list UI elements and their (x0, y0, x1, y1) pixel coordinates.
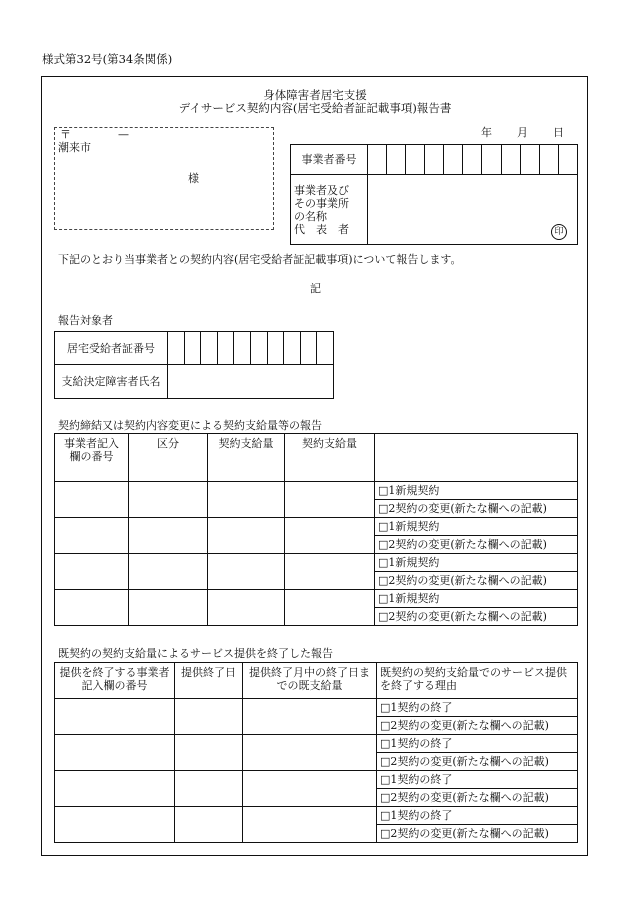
cert-number-cell[interactable] (234, 332, 251, 365)
honorific: 様 (188, 172, 199, 185)
s2-col-supplied (243, 663, 377, 699)
s1-col-amount-a: 契約支給量 (208, 434, 285, 482)
provider-number-cell[interactable] (387, 145, 406, 175)
s1-col-option (375, 434, 578, 482)
s1-option-change[interactable]: □2契約の変更(新たな欄への記載) (375, 572, 578, 590)
postal-dash: — (118, 128, 129, 141)
section2-heading: 既契約の契約支給量によるサービス提供を終了した報告 (58, 647, 333, 660)
provider-number-cell[interactable] (520, 145, 539, 175)
city-name: 潮来市 (58, 141, 91, 154)
s1-cell[interactable] (285, 482, 375, 518)
s2-option-change[interactable]: □2契約の変更(新たな欄への記載) (377, 789, 578, 807)
s2-option-change[interactable]: □2契約の変更(新たな欄への記載) (377, 717, 578, 735)
provider-number-cell[interactable] (368, 145, 387, 175)
s2-col-number (55, 663, 175, 699)
section1-heading: 契約締結又は契約内容変更による契約支給量等の報告 (58, 419, 322, 432)
provider-name-label (291, 175, 368, 245)
s1-cell[interactable] (129, 590, 208, 626)
s1-cell[interactable] (208, 482, 285, 518)
provider-name-cell[interactable] (368, 175, 578, 245)
person-name-cell[interactable] (168, 365, 334, 399)
s1-cell[interactable] (208, 518, 285, 554)
s2-col-end-date: 提供終了日 (175, 663, 243, 699)
s1-col-number (55, 434, 129, 482)
s2-option-change[interactable]: □2契約の変更(新たな欄への記載) (377, 825, 578, 843)
provider-table (290, 144, 578, 245)
note-center: 記 (310, 282, 321, 295)
cert-number-cell[interactable] (317, 332, 334, 365)
cert-number-cell[interactable] (250, 332, 267, 365)
provider-name-label-line: の名称 (294, 209, 327, 223)
s2-col-supplied-text: 提供終了月中の終了日までの既支給量 (249, 666, 370, 692)
provider-name-label-line: 代 表 者 (294, 222, 349, 236)
s2-cell[interactable] (175, 735, 243, 771)
provider-name-label-line: その事業所 (294, 196, 349, 210)
form-number: 様式第32号(第34条関係) (42, 52, 173, 66)
s2-cell[interactable] (55, 807, 175, 843)
s1-col-category: 区分 (129, 434, 208, 482)
s2-cell[interactable] (55, 771, 175, 807)
section1-table (54, 433, 578, 626)
s2-col-reason (377, 663, 578, 699)
s2-cell[interactable] (175, 771, 243, 807)
s2-option-end[interactable]: □1契約の終了 (377, 735, 578, 753)
s2-cell[interactable] (243, 699, 377, 735)
s1-col-amount-b: 契約支給量 (285, 434, 375, 482)
s1-cell[interactable] (285, 518, 375, 554)
provider-number-cell[interactable] (539, 145, 558, 175)
subject-table (54, 331, 334, 399)
person-name-label: 支給決定障害者氏名 (55, 365, 168, 399)
s2-option-change[interactable]: □2契約の変更(新たな欄への記載) (377, 753, 578, 771)
date-year-label: 年 (481, 126, 492, 139)
s2-col-reason-text: 既契約の契約支給量でのサービス提供を終了する理由 (380, 666, 567, 692)
s1-option-new[interactable]: □1新規契約 (375, 590, 578, 608)
form-title-line2: デイサービス契約内容(居宅受給者証記載事項)報告書 (178, 101, 452, 115)
date-day-label: 日 (553, 126, 564, 139)
s1-cell[interactable] (208, 554, 285, 590)
s1-option-change[interactable]: □2契約の変更(新たな欄への記載) (375, 608, 578, 626)
s1-cell[interactable] (285, 590, 375, 626)
provider-number-cell[interactable] (558, 145, 577, 175)
cert-number-cell[interactable] (267, 332, 284, 365)
s2-cell[interactable] (55, 735, 175, 771)
s2-cell[interactable] (243, 807, 377, 843)
provider-number-label: 事業者番号 (291, 145, 368, 175)
s1-cell[interactable] (285, 554, 375, 590)
s2-cell[interactable] (243, 735, 377, 771)
s1-cell[interactable] (129, 554, 208, 590)
postal-mark: 〒 (60, 128, 71, 141)
s2-option-end[interactable]: □1契約の終了 (377, 699, 578, 717)
s1-cell[interactable] (129, 518, 208, 554)
s1-col-number-text: 事業者記入欄の番号 (64, 437, 119, 463)
provider-number-cell[interactable] (406, 145, 425, 175)
section2-table (54, 662, 578, 843)
s1-option-new[interactable]: □1新規契約 (375, 482, 578, 500)
s1-cell[interactable] (55, 482, 129, 518)
s1-option-new[interactable]: □1新規契約 (375, 518, 578, 536)
provider-number-cell[interactable] (425, 145, 444, 175)
cert-number-cell[interactable] (201, 332, 218, 365)
date-month-label: 月 (517, 126, 528, 139)
s2-cell[interactable] (55, 699, 175, 735)
s2-cell[interactable] (175, 807, 243, 843)
s2-cell[interactable] (243, 771, 377, 807)
form-title-line1: 身体障害者居宅支援 (263, 88, 367, 102)
provider-number-cell[interactable] (501, 145, 520, 175)
s2-option-end[interactable]: □1契約の終了 (377, 807, 578, 825)
cert-number-cell[interactable] (184, 332, 201, 365)
subject-heading: 報告対象者 (58, 314, 113, 327)
s1-option-change[interactable]: □2契約の変更(新たな欄への記載) (375, 536, 578, 554)
cert-number-cell[interactable] (284, 332, 301, 365)
s2-cell[interactable] (175, 699, 243, 735)
s2-col-number-text: 提供を終了する事業者記入欄の番号 (59, 666, 170, 692)
s1-option-change[interactable]: □2契約の変更(新たな欄への記載) (375, 500, 578, 518)
seal-mark: 印 (551, 224, 567, 240)
provider-name-label-line: 事業者及び (294, 183, 349, 197)
cert-number-label: 居宅受給者証番号 (55, 332, 168, 365)
provider-number-cell[interactable] (482, 145, 501, 175)
s1-cell[interactable] (55, 554, 129, 590)
s2-option-end[interactable]: □1契約の終了 (377, 771, 578, 789)
cert-number-cell[interactable] (217, 332, 234, 365)
s1-cell[interactable] (208, 590, 285, 626)
cert-number-cell[interactable] (300, 332, 317, 365)
provider-number-cell[interactable] (444, 145, 463, 175)
s1-option-new[interactable]: □1新規契約 (375, 554, 578, 572)
intro-text: 下記のとおり当事業者との契約内容(居宅受給者証記載事項)について報告します。 (58, 253, 462, 266)
s1-cell[interactable] (55, 590, 129, 626)
provider-number-cell[interactable] (463, 145, 482, 175)
cert-number-cell[interactable] (168, 332, 185, 365)
s1-cell[interactable] (129, 482, 208, 518)
s1-cell[interactable] (55, 518, 129, 554)
